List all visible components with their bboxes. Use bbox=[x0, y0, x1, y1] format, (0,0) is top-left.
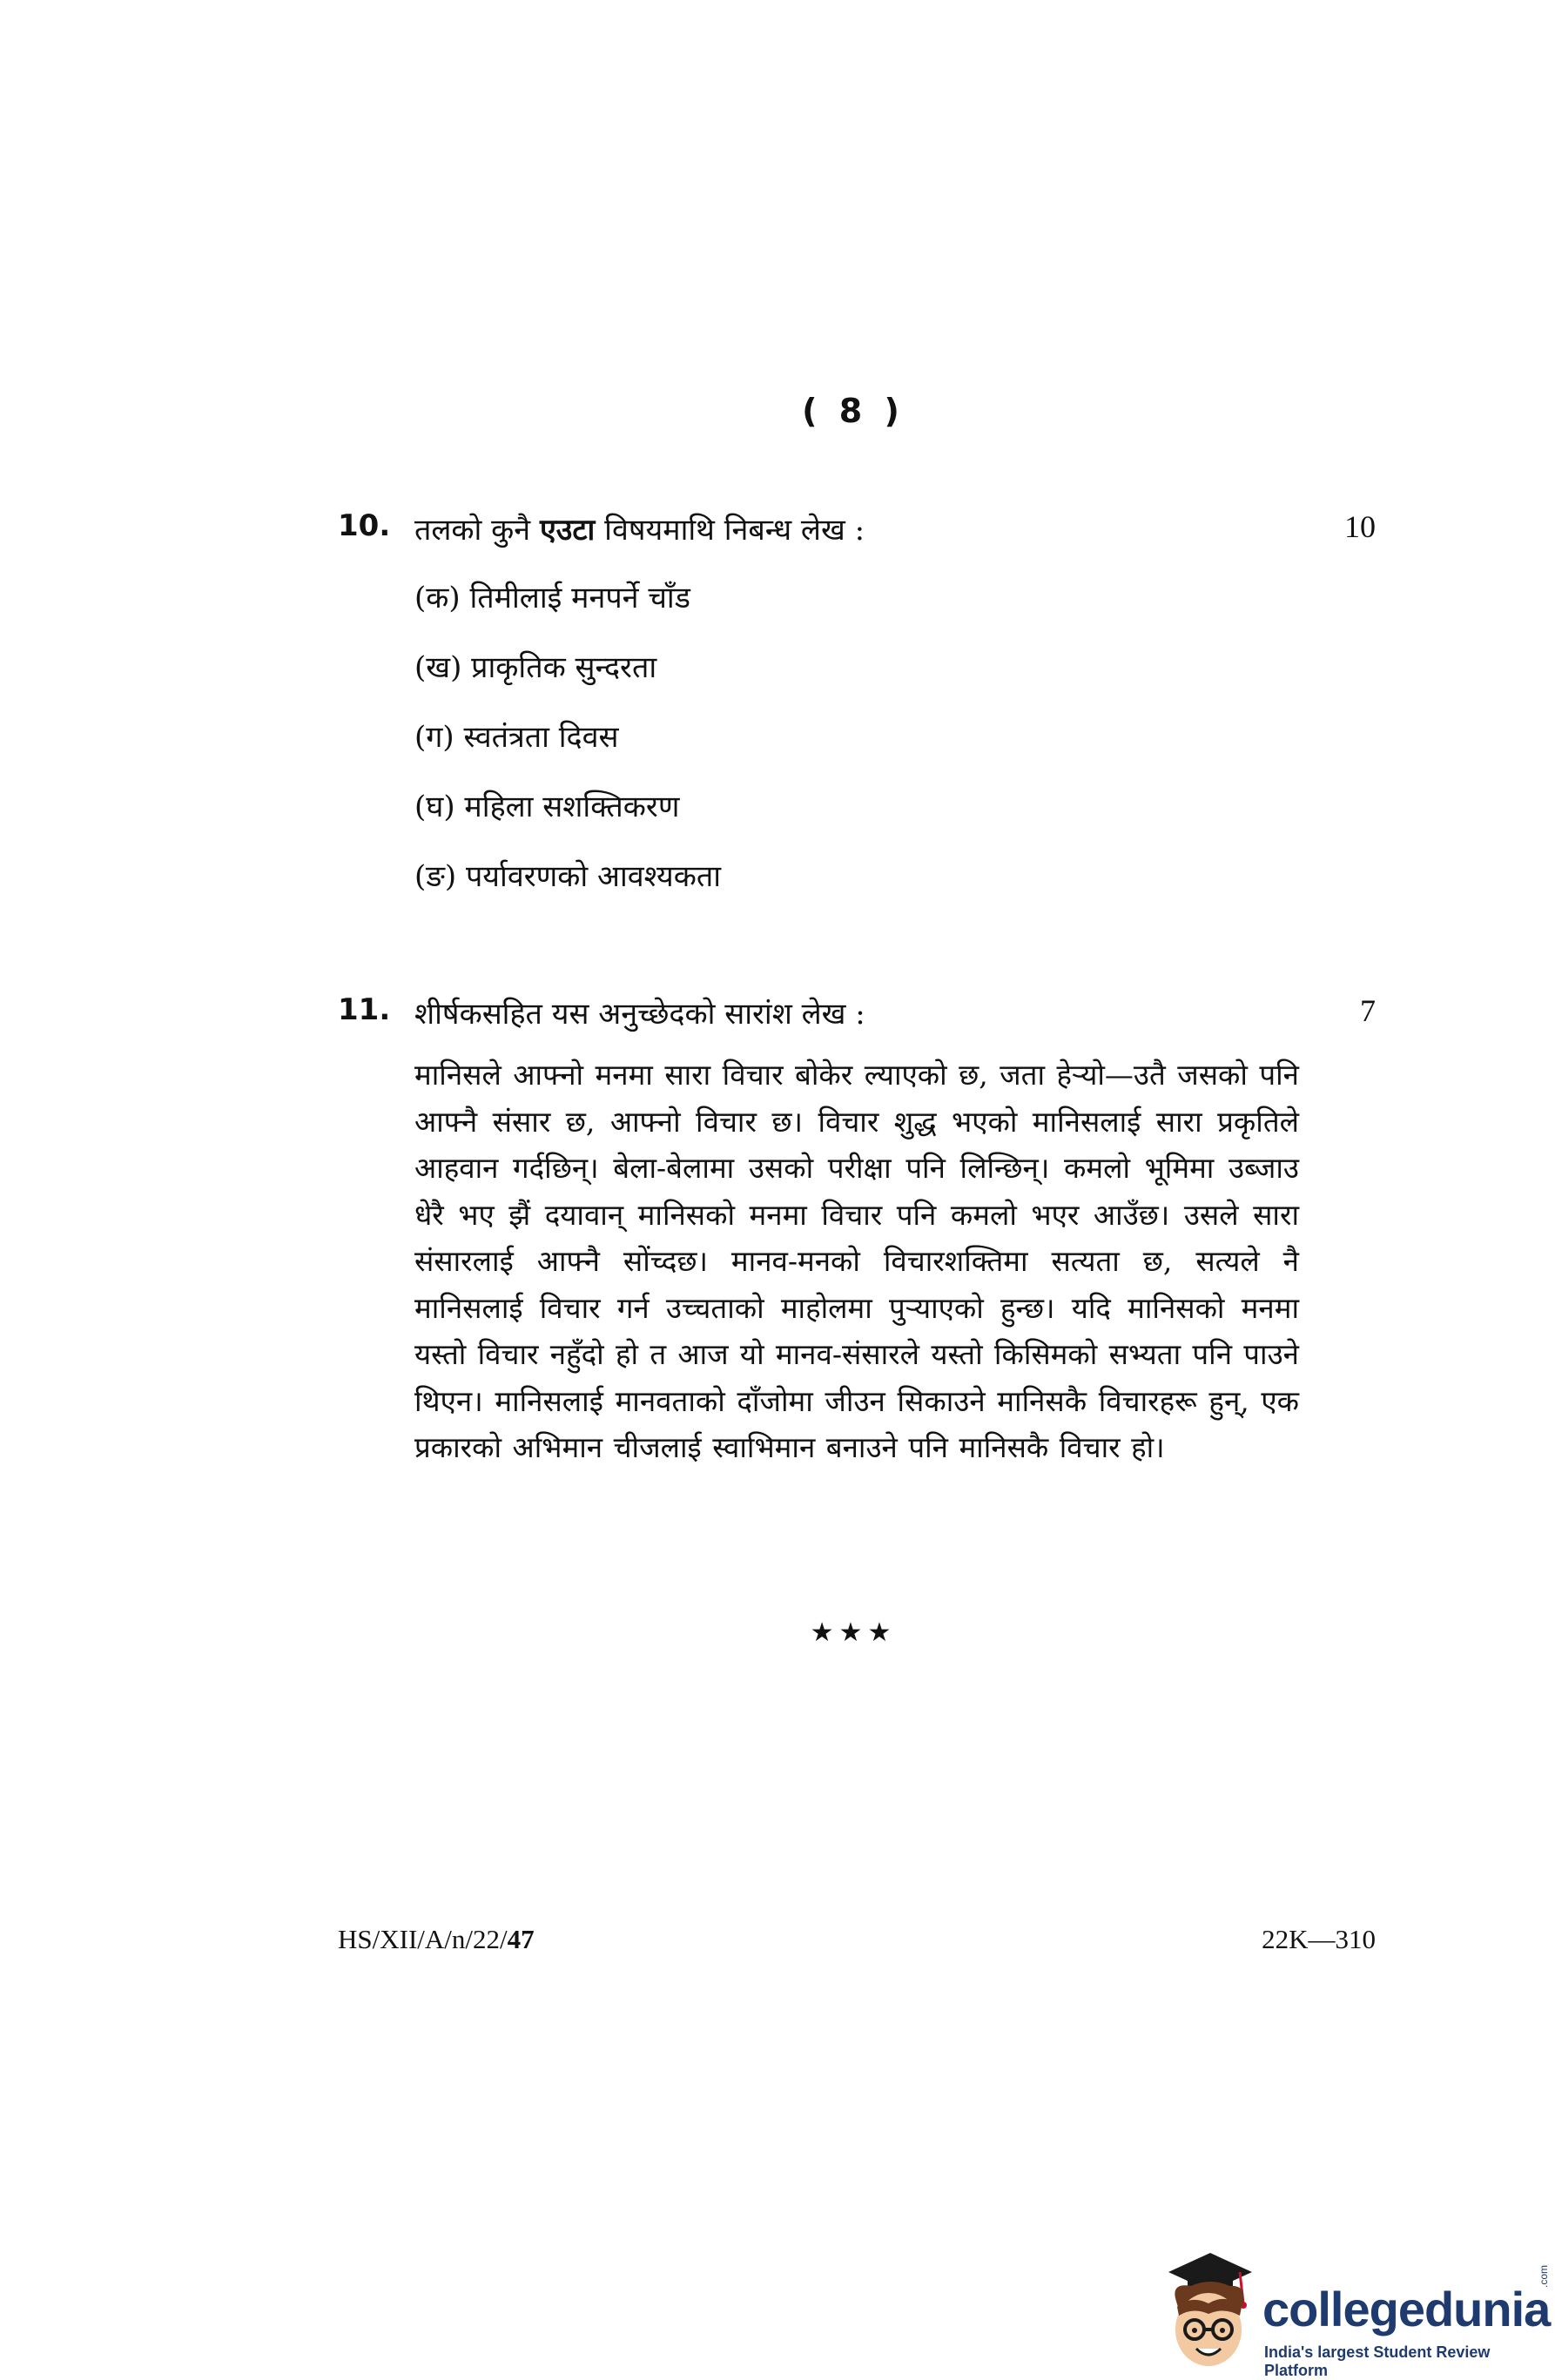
question-11-marks: 7 bbox=[1360, 993, 1376, 1028]
question-10-number: 10. bbox=[338, 508, 391, 543]
question-10-prompt-emphasis: एउटा bbox=[539, 513, 596, 548]
paper-code-number: 47 bbox=[507, 1924, 535, 1954]
question-11-number: 11. bbox=[338, 992, 391, 1027]
print-code: 22K—310 bbox=[1262, 1924, 1376, 1954]
page-number: ( 8 ) bbox=[802, 392, 905, 430]
logo-tagline: India's largest Student Review Platform bbox=[1264, 2343, 1491, 2379]
question-10-marks: 10 bbox=[1344, 509, 1376, 544]
question-10-prompt-end: विषयमाथि निबन्ध लेख : bbox=[595, 513, 865, 548]
option-gha: (घ) महिला सशक्तिकरण bbox=[414, 790, 680, 824]
question-10-options bbox=[414, 576, 721, 924]
mascot-icon bbox=[1156, 2246, 1261, 2373]
option-nga: (ङ) पर्यावरणको आवश्यकता bbox=[414, 859, 722, 894]
question-11-prompt: शीर्षकसहित यस अनुच्छेदको सारांश लेख : bbox=[414, 997, 865, 1032]
question-11-passage: मानिसले आफ्नो मनमा सारा विचार बोकेर ल्याएको छ, जता हेर्‍यो—उतै जसको पनि आफ्नै संसार छ, आफ्नो विचार छ। विचार शुद्ध भएको मानिसलाई सारा प्रकृतिले आहवान गर्दछिन्। बेला-बेलामा उसको परीक्षा पनि लिन्छिन्। कमलो भूमिमा उब्जाउ धेरै भए झैं दयावान् मानिसको मनमा विचार पनि कमलो भएर आउँछ। उसले सारा संसारलाई आफ्नै सोंच्दछ। मानव-मनको विचारशक्तिमा सत्यता छ, सत्यले नै मानिसलाई विचार गर्न उच्चताको माहोलमा पुर्‍याएको हुन्छ। यदि मानिसको मनमा यस्तो विचार नहुँदो हो त आज यो मानव-संसारले यस्तो किसिमको सभ्यता पनि पाउने थिएन। मानिसलाई मानवताको दाँजोमा जीउन सिकाउने मानिसकै विचारहरू हुन्, एक प्रकारको अभिमान चीजलाई स्वाभिमान बनाउने पनि मानिसकै विचार हो। bbox=[414, 1058, 1299, 1464]
option-kha: (ख) प्राकृतिक सुन्दरता bbox=[414, 650, 657, 685]
question-10-prompt-start: तलको कुनै bbox=[414, 513, 540, 548]
logo-wordmark: collegedunia bbox=[1262, 2282, 1551, 2336]
option-ga: (ग) स्वतंत्रता दिवस bbox=[414, 720, 619, 755]
question-10-prompt bbox=[414, 508, 865, 548]
end-marker: ★★★ bbox=[810, 1617, 897, 1648]
paper-code bbox=[338, 1924, 535, 1955]
logo-domain-suffix: .com bbox=[1538, 2264, 1550, 2288]
collegedunia-logo bbox=[1156, 2246, 1555, 2379]
option-ka: (क) तिमीलाई मनपर्ने चाँड bbox=[414, 581, 690, 615]
paper-code-prefix: HS/XII/A/n/22/ bbox=[338, 1924, 508, 1954]
